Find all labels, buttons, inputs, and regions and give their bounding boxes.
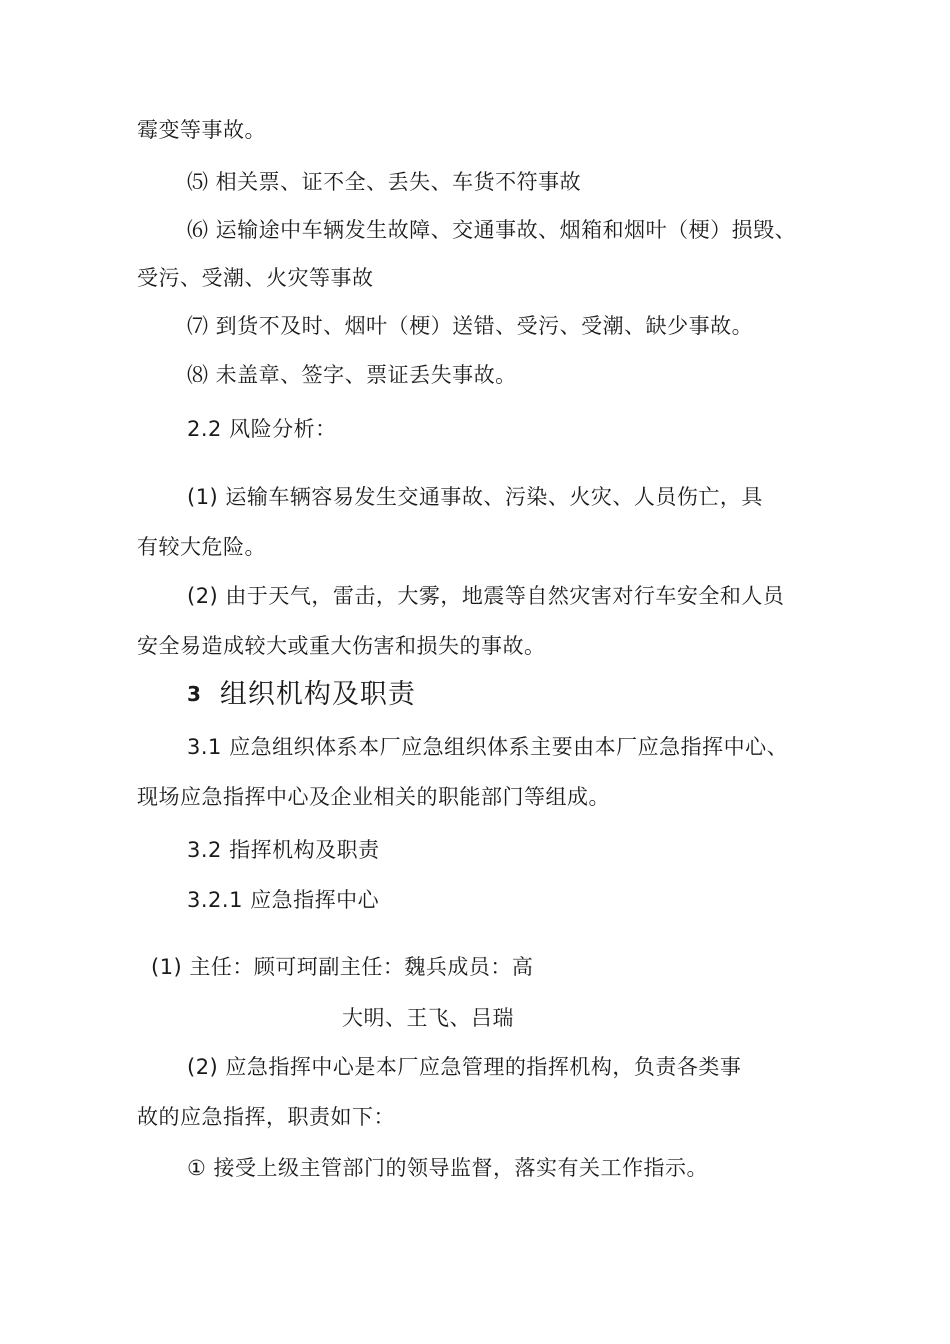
members-line: (1) 主任：顾可珂副主任：魏兵成员：高 [151, 955, 534, 979]
section-number: 3 [187, 682, 202, 706]
risk-item-1: (1) 运输车辆容易发生交通事故、污染、火灾、人员伤亡，具 [187, 485, 763, 509]
list-item-8: ⑻ 未盖章、签字、票证丢失事故。 [187, 363, 517, 387]
paragraph-line: 霉变等事故。 [137, 118, 266, 142]
paragraph-line: 受污、受潮、火灾等事故 [137, 266, 374, 290]
risk-item-2: (2) 由于天气，雷击，大雾，地震等自然灾害对行车安全和人员 [187, 584, 785, 608]
duty-item-1: ① 接受上级主管部门的领导监督，落实有关工作指示。 [187, 1156, 708, 1180]
members-line: 大明、王飞、吕瑞 [342, 1006, 514, 1030]
section-title: 组织机构及职责 [219, 679, 416, 710]
subsection-heading: 2.2 风险分析： [187, 417, 337, 441]
paragraph-line: (2) 应急指挥中心是本厂应急管理的指挥机构，负责各类事 [187, 1055, 742, 1079]
paragraph-line: 3.1 应急组织体系本厂应急组织体系主要由本厂应急指挥中心、 [187, 735, 789, 759]
list-item-6: ⑹ 运输途中车辆发生故障、交通事故、烟箱和烟叶（梗）损毁、 [187, 218, 797, 242]
paragraph-line: 安全易造成较大或重大伤害和损失的事故。 [137, 634, 546, 658]
subsection-heading: 3.2.1 应急指挥中心 [187, 888, 380, 912]
list-item-7: ⑺ 到货不及时、烟叶（梗）送错、受污、受潮、缺少事故。 [187, 314, 754, 338]
section-heading [187, 676, 416, 713]
list-item-5: ⑸ 相关票、证不全、丢失、车货不符事故 [187, 170, 582, 194]
paragraph-line: 有较大危险。 [137, 535, 266, 559]
paragraph-line: 现场应急指挥中心及企业相关的职能部门等组成。 [137, 785, 610, 809]
subsection-heading: 3.2 指挥机构及职责 [187, 838, 380, 862]
paragraph-line: 故的应急指挥，职责如下： [137, 1105, 395, 1129]
